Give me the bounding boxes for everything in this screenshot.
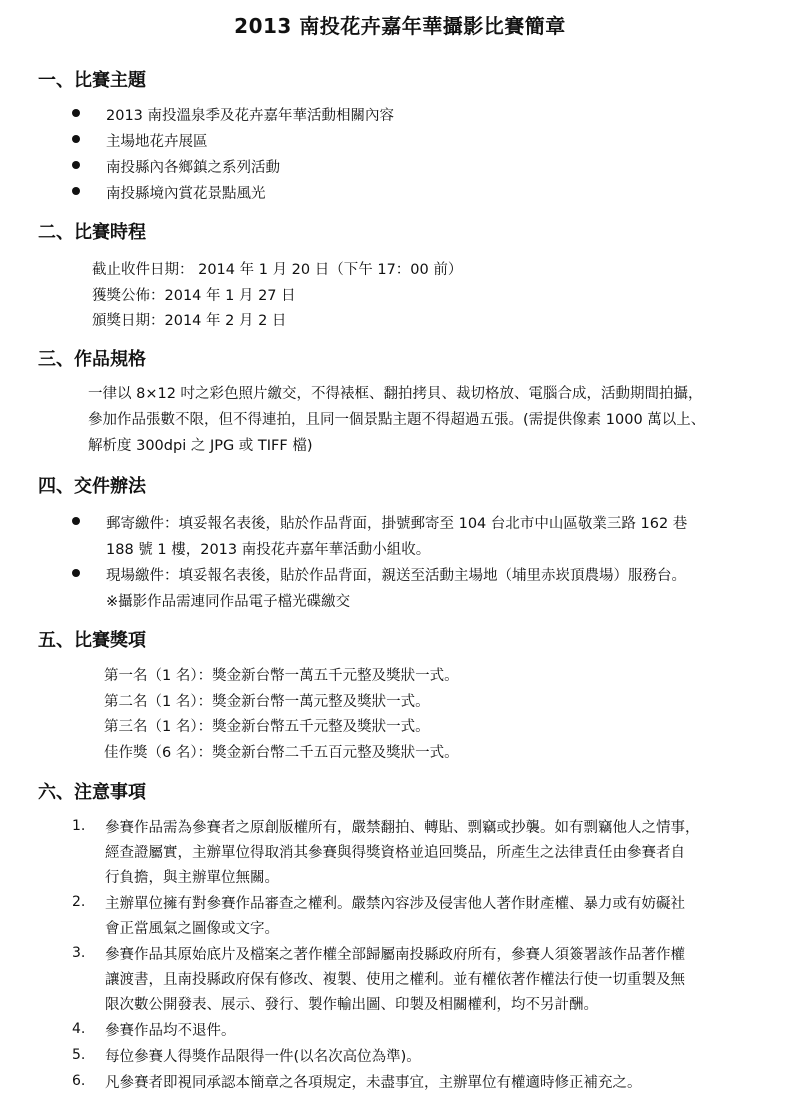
note-line: 經查證屬實，主辦單位得取消其參賽與得獎資格並追回獎品，所產生之法律責任由參賽者自 <box>105 845 685 861</box>
schedule-line: 頒獎日期：2014 年 2 月 2 日 <box>92 313 287 329</box>
award-line: 佳作獎（6 名）：獎金新台幣二千五百元整及獎狀一式。 <box>104 745 459 761</box>
section-heading-submission: 四、交件辦法 <box>38 476 146 497</box>
theme-item <box>72 182 266 203</box>
bullet-icon <box>72 161 80 169</box>
theme-item-text: 2013 南投溫泉季及花卉嘉年華活動相關內容 <box>106 108 395 124</box>
note-line: 行負擔，與主辦單位無關。 <box>105 870 279 886</box>
award-line: 第一名（1 名）：獎金新台幣一萬五千元整及獎狀一式。 <box>104 668 459 684</box>
note-number: 3. <box>72 945 86 961</box>
note-number: 6. <box>72 1073 86 1089</box>
theme-item <box>72 130 208 151</box>
section-heading-notes: 六、注意事項 <box>38 782 146 803</box>
spec-line: 解析度 300dpi 之 JPG 或 TIFF 檔) <box>88 438 313 454</box>
section-heading-schedule: 二、比賽時程 <box>38 222 146 243</box>
note-number: 5. <box>72 1047 86 1063</box>
note-line: 參賽作品其原始底片及檔案之著作權全部歸屬南投縣政府所有，參賽人須簽署該作品著作權 <box>105 947 685 963</box>
note-number: 4. <box>72 1021 86 1037</box>
bullet-icon <box>72 517 80 525</box>
theme-item-text: 南投縣內各鄉鎮之系列活動 <box>106 160 280 176</box>
bullet-icon <box>72 135 80 143</box>
submission-line: 郵寄繳件：填妥報名表後，貼於作品背面，掛號郵寄至 104 台北市中山區敬業三路 162 巷 <box>106 516 688 532</box>
note-line: 參賽作品需為參賽者之原創版權所有，嚴禁翻拍、轉貼、剽竊或抄襲。如有剽竊他人之情事， <box>105 820 700 836</box>
theme-item <box>72 156 280 177</box>
section-heading-theme: 一、比賽主題 <box>38 70 146 91</box>
spec-line: 一律以 8×12 吋之彩色照片繳交，不得裱框、翻拍拷貝、裁切格放、電腦合成，活動期間拍攝， <box>88 386 703 402</box>
document-title: 2013 南投花卉嘉年華攝影比賽簡章 <box>234 14 566 38</box>
note-number: 2. <box>72 894 86 910</box>
note-number: 1. <box>72 818 86 834</box>
note-line: 凡參賽者即視同承認本簡章之各項規定，未盡事宜，主辦單位有權適時修正補充之。 <box>105 1075 642 1091</box>
section-heading-spec: 三、作品規格 <box>38 349 146 370</box>
award-line: 第三名（1 名）：獎金新台幣五千元整及獎狀一式。 <box>104 719 430 735</box>
note-line: 參賽作品均不退件。 <box>105 1023 236 1039</box>
theme-item-text: 南投縣境內賞花景點風光 <box>106 186 266 202</box>
note-line: 讓渡書，且南投縣政府保有修改、複製、使用之權利。並有權依著作權法行使一切重製及無 <box>105 972 685 988</box>
award-line: 第二名（1 名）：獎金新台幣一萬元整及獎狀一式。 <box>104 694 430 710</box>
schedule-line: 截止收件日期： 2014 年 1 月 20 日（下午 17：00 前） <box>92 262 463 278</box>
submission-note: ※攝影作品需連同作品電子檔光碟繳交 <box>106 594 351 610</box>
note-line: 限次數公開發表、展示、發行、製作輸出圖、印製及相關權利，均不另計酬。 <box>105 997 598 1013</box>
theme-item-text: 主場地花卉展區 <box>106 134 208 150</box>
submission-line: 現場繳件：填妥報名表後，貼於作品背面，親送至活動主場地（埔里赤崁頂農場）服務台。 <box>106 568 686 584</box>
section-heading-awards: 五、比賽獎項 <box>38 630 146 651</box>
schedule-line: 獲獎公佈：2014 年 1 月 27 日 <box>92 288 296 304</box>
bullet-icon <box>72 109 80 117</box>
note-line: 主辦單位擁有對參賽作品審查之權利。嚴禁內容涉及侵害他人著作財產權、暴力或有妨礙社 <box>105 896 685 912</box>
theme-item <box>72 104 394 125</box>
submission-item-mail <box>72 512 687 533</box>
spec-line: 參加作品張數不限，但不得連拍，且同一個景點主題不得超過五張。(需提供像素 1000 萬以上、 <box>88 412 706 428</box>
note-line: 會正當風氣之圖像或文字。 <box>105 921 279 937</box>
submission-line: 188 號 1 樓，2013 南投花卉嘉年華活動小組收。 <box>106 542 431 558</box>
bullet-icon <box>72 569 80 577</box>
note-line: 每位參賽人得獎作品限得一件(以名次高位為準)。 <box>105 1049 421 1065</box>
bullet-icon <box>72 187 80 195</box>
submission-item-onsite <box>72 564 686 585</box>
